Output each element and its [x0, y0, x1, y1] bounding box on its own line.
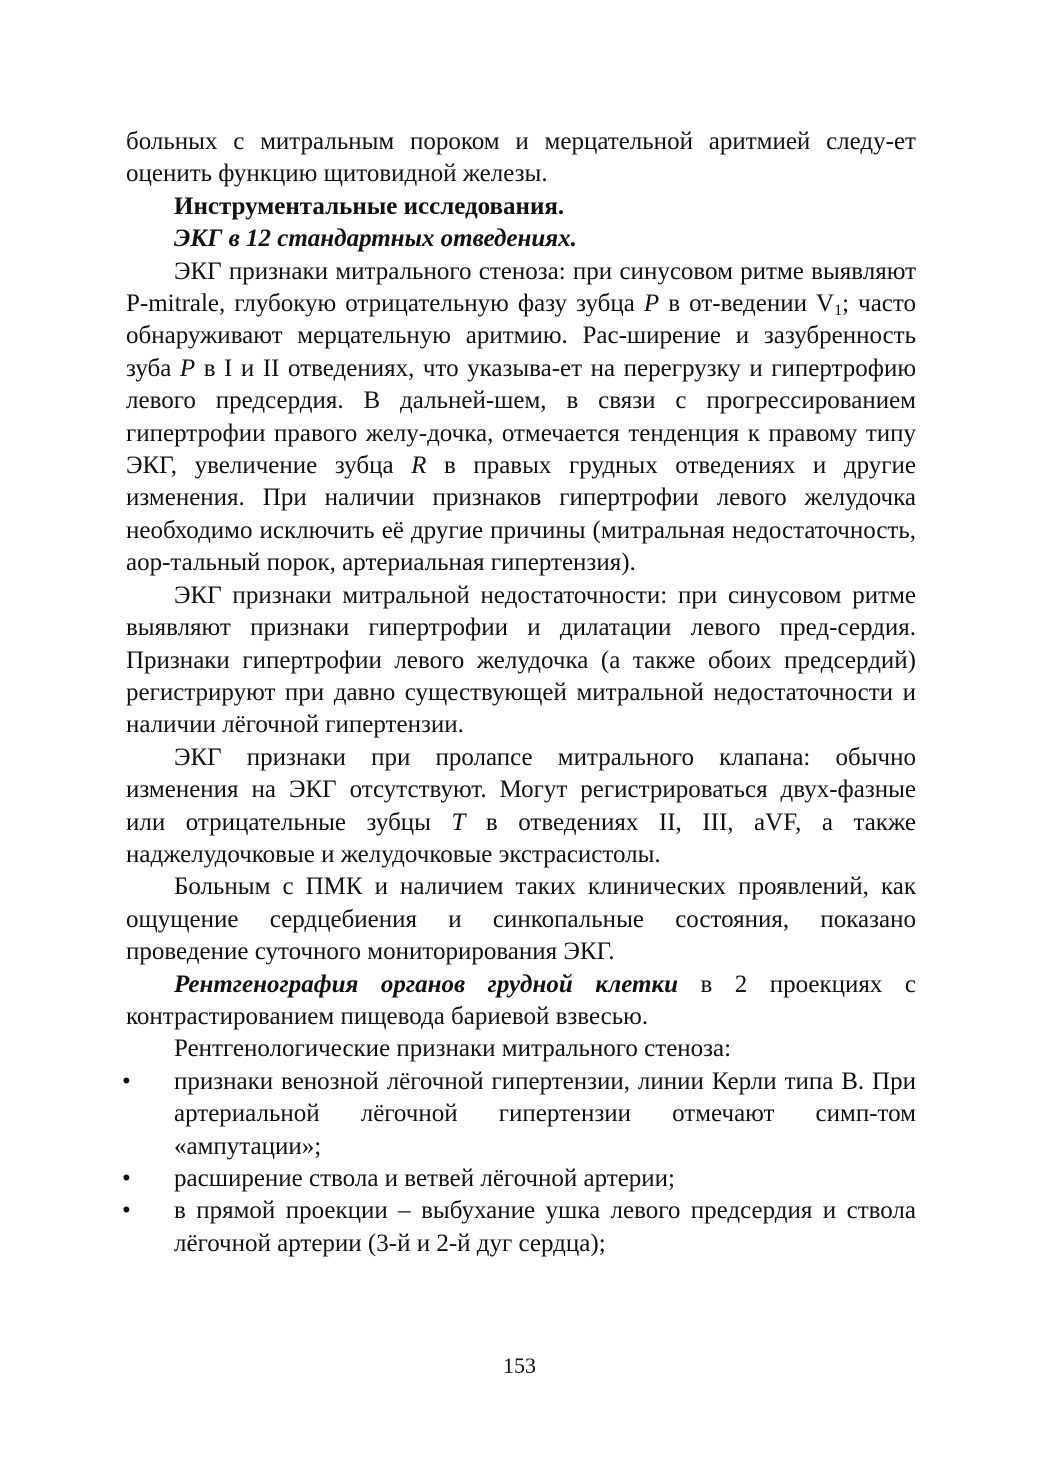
- bullet-icon: •: [122, 1165, 131, 1192]
- text-run: ЭКГ признаки при пролапсе митрального клапана: обычно изменения на ЭКГ отсутствуют. Могут регистрироваться двух-фазные или отрицательные зубцы: [126, 743, 916, 836]
- paragraph-mitral-prolapse-ecg: [126, 742, 916, 872]
- bullet-icon: •: [122, 1197, 131, 1225]
- list-item-text: в прямой проекции – выбухание ушка левого предсердия и ствола лёгочной артерии (3-й и 2-й дуг сердца);: [174, 1197, 916, 1257]
- text-run: ; часто обнаруживают мерцательную аритмию. Рас-ширение и зазубренность зуба: [126, 290, 916, 382]
- bullet-icon: •: [122, 1067, 131, 1095]
- list-item: [122, 1195, 916, 1260]
- paragraph-continuation: больных с митральным пороком и мерцательной аритмией следу-ет оценить функцию щитовидной железы.: [126, 128, 916, 188]
- radiography-heading: Рентгенография органов грудной клетки: [174, 970, 678, 998]
- wave-label: R: [411, 452, 427, 480]
- list-item-text: признаки венозной лёгочной гипертензии, линии Керли типа B. При артериальной лёгочной гипертензии отмечают симп-том «ампутации»;: [174, 1067, 916, 1160]
- list-item-text: расширение ствола и ветвей лёгочной артерии;: [174, 1165, 675, 1192]
- wave-label: T: [451, 808, 466, 836]
- paragraph-mitral-insufficiency-ecg: ЭКГ признаки митральной недостаточности: при синусовом ритме выявляют признаки гипертрофии и дилатации левого пред-сердия. Признаки гипертрофии левого желудочка (а также обоих предсердий) регистрируют при давно существующей митральной недостаточности и наличии лёгочной гипертензии.: [126, 581, 916, 739]
- section-heading: Инструментальные исследования.: [174, 192, 565, 220]
- body-text: [122, 126, 917, 1260]
- text-run: в 2 проекциях с контрастированием пищевода бариевой взвесью.: [126, 970, 916, 1030]
- list-item: [122, 1163, 916, 1195]
- paragraph-mitral-stenosis-ecg: [126, 256, 916, 580]
- subsection-heading: ЭКГ в 12 стандартных отведениях.: [174, 225, 577, 253]
- paragraph-radiology-signs: Рентгенологические признаки митрального стеноза:: [174, 1035, 732, 1063]
- bullet-list: [122, 1066, 916, 1260]
- text-run: в от-ведении V: [659, 290, 835, 318]
- text-run: ЭКГ признаки митрального стеноза: при синусовом ритме выявляют P-mitrale, глубокую отрицательную фазу зубца: [126, 257, 916, 318]
- wave-label: P: [643, 290, 660, 318]
- paragraph-holter-monitoring: Больным с ПМК и наличием таких клинических проявлений, как ощущение сердцебиения и синкопальные состояния, показано проведение суточного мониторирования ЭКГ.: [126, 873, 916, 966]
- lead-subscript: 1: [834, 302, 843, 320]
- text-run: в I и II отведениях, что указыва-ет на перегрузку и гипертрофию левого предсердия. В дальней-шем, в связи с прогрессированием гипертрофии правого желу-дочка, отмечается тенденция к правому типу ЭКГ, увеличение зубца: [126, 354, 917, 480]
- page-number: 153: [503, 1353, 536, 1378]
- text-run: в отведениях II, III, aVF, а также наджелудочковые и желудочковые экстрасистолы.: [126, 808, 916, 868]
- text-run: в правых грудных отведениях и другие изменения. При наличии признаков гипертрофии левого желудочка необходимо исключить её другие причины (митральная недостаточность, аор-тальный порок, артериальная гипертензия).: [126, 452, 916, 577]
- list-item: [122, 1066, 916, 1163]
- paragraph-radiography: [126, 969, 916, 1034]
- wave-label: P: [179, 354, 196, 382]
